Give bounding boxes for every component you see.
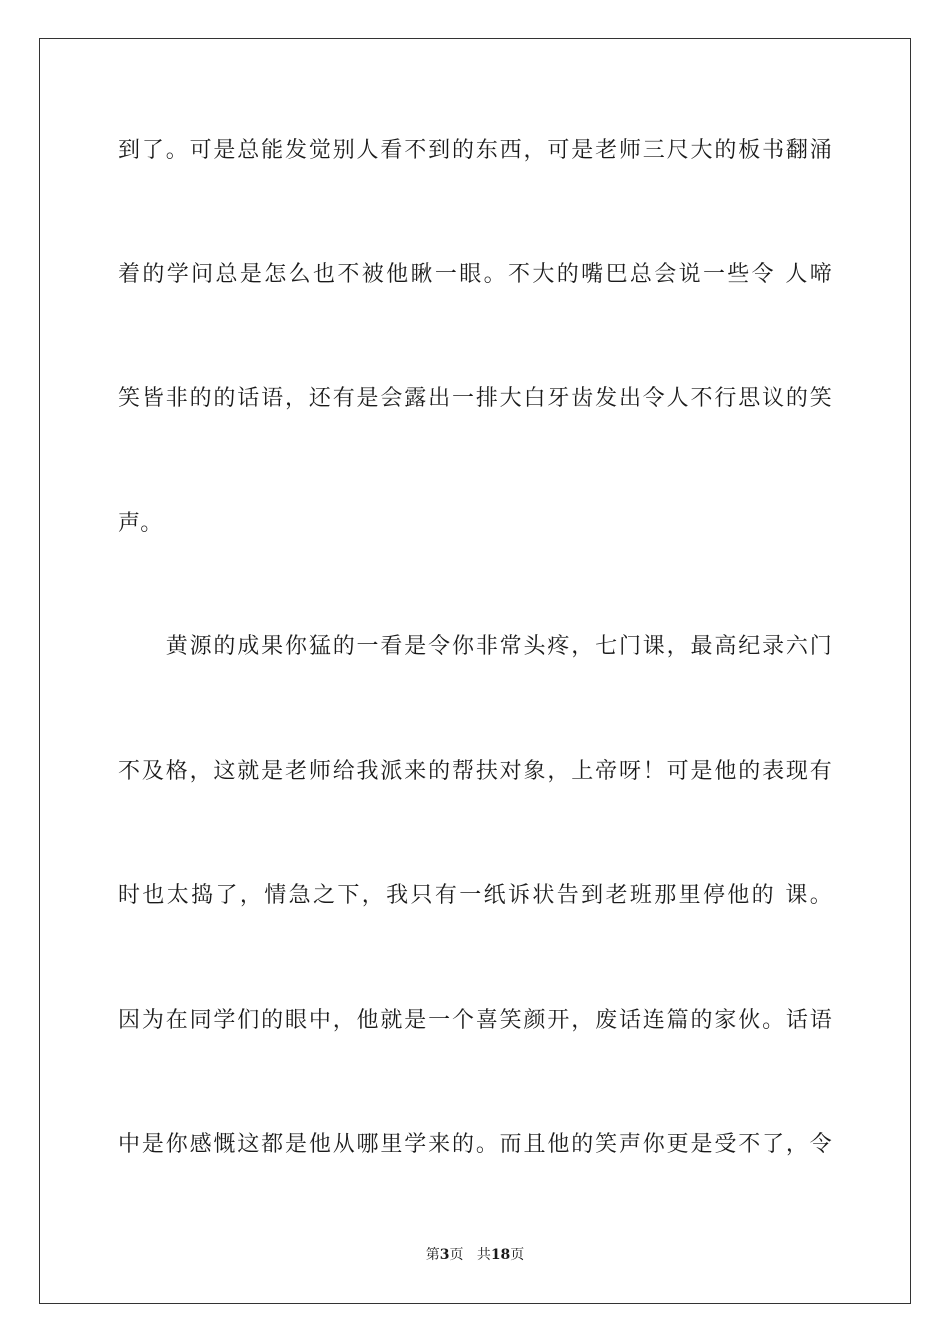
text-line-5: 黄源的成果你猛的一看是令你非常头疼，七门课，最高纪录六门 xyxy=(118,634,832,659)
page-number: 3 xyxy=(439,1247,450,1263)
text-line-2: 着的学问总是怎么也不被他瞅一眼。不大的嘴巴总会说一些令 人啼 xyxy=(118,262,832,287)
text-line-8: 因为在同学们的眼中，他就是一个喜笑颜开，废话连篇的家伙。话语 xyxy=(118,1008,832,1033)
page-prefix: 第 xyxy=(425,1247,440,1263)
text-line-3: 笑皆非的的话语，还有是会露出一排大白牙齿发出令人不行思议的笑 xyxy=(118,386,832,411)
text-line-9: 中是你感慨这都是他从哪里学来的。而且他的笑声你更是受不了，令 xyxy=(118,1132,832,1157)
total-suffix: 页 xyxy=(510,1247,525,1263)
page-suffix: 页 xyxy=(449,1247,464,1263)
text-line-6: 不及格，这就是老师给我派来的帮扶对象，上帝呀！可是他的表现有 xyxy=(118,759,832,784)
total-prefix: 共 xyxy=(476,1247,491,1263)
page-border xyxy=(39,38,911,1304)
total-pages: 18 xyxy=(490,1247,511,1263)
text-line-1: 到了。可是总能发觉别人看不到的东西，可是老师三尺大的板书翻涌 xyxy=(118,138,832,163)
text-line-4: 声。 xyxy=(118,511,163,536)
page-footer xyxy=(0,1246,950,1264)
text-line-7: 时也太捣了，情急之下，我只有一纸诉状告到老班那里停他的 课。 xyxy=(118,883,832,908)
